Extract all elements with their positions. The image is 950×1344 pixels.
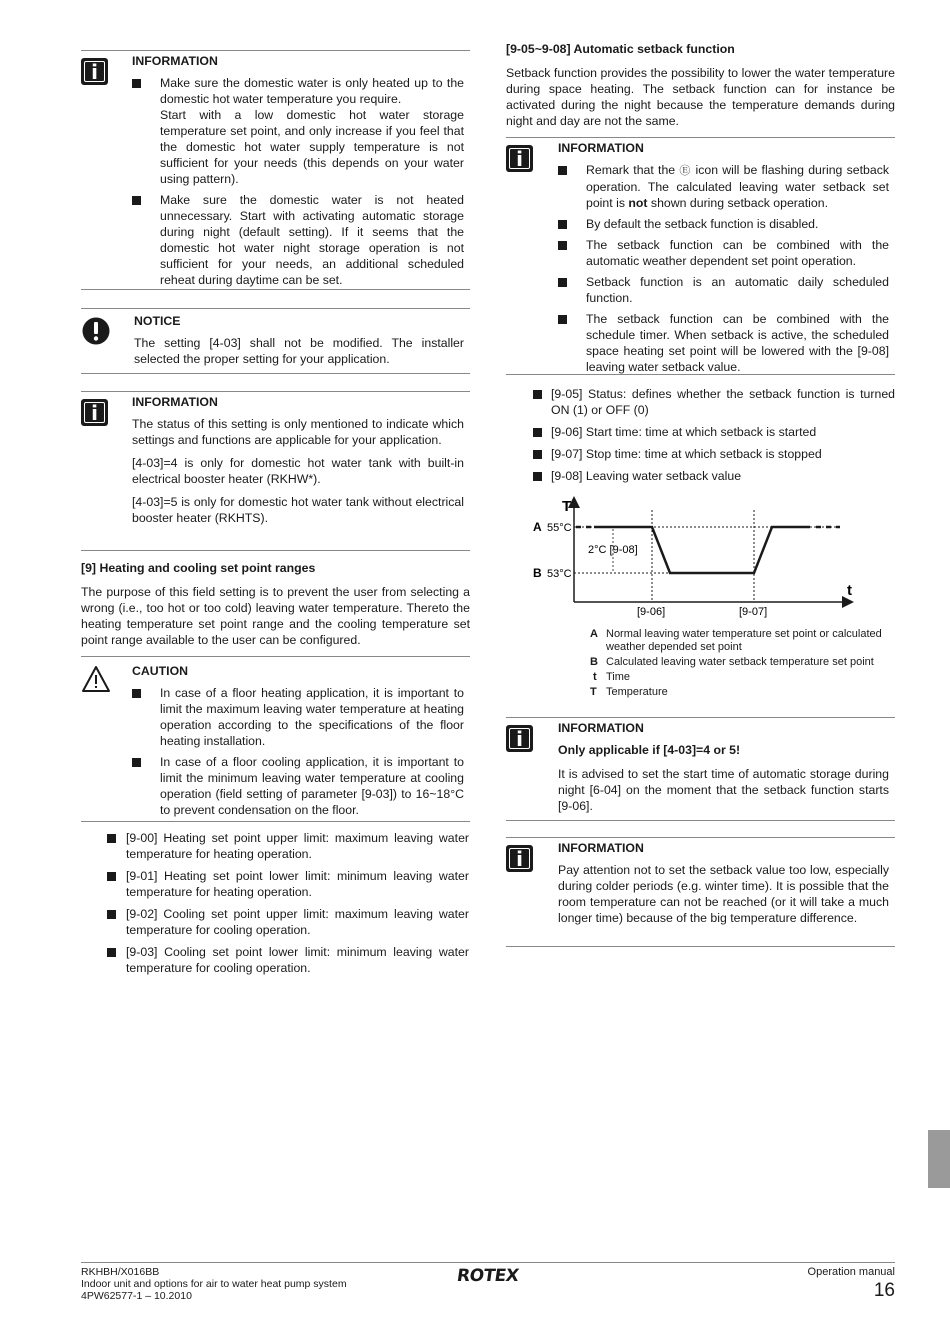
notice-title: NOTICE <box>134 314 181 328</box>
list-item: [9-05] Status: defines whether the setback function is turned ON (1) or OFF (0) <box>533 386 895 418</box>
info-title: INFORMATION <box>132 54 218 68</box>
footer-model: RKHBH/X016BB <box>81 1266 160 1278</box>
notice-text: The setting [4-03] shall not be modified. The installer selected the proper setting for your application. <box>134 336 464 366</box>
information-box-5 <box>506 837 895 947</box>
diagram-legend <box>590 628 890 701</box>
section-text: The purpose of this field setting is to prevent the user from selecting a wrong (i.e., too hot or too cold) leaving water temperature. Thereto the heating temperature set point range and the cooling temperature set point range available to the user can be configured. <box>81 585 470 647</box>
y-axis-label: T <box>562 498 572 515</box>
list-item: The setback function can be combined with the schedule timer. When setback is active, the scheduled space heating set point will be lowered with the [9-08] leaving water setback value. <box>558 311 889 375</box>
footer-manual: Operation manual <box>807 1266 895 1278</box>
list-item: [9-00] Heating set point upper limit: maximum leaving water temperature for heating operation. <box>107 830 469 862</box>
info-title: INFORMATION <box>558 721 644 735</box>
footer-left <box>81 1266 347 1302</box>
label-b: B <box>533 566 542 580</box>
brand-logo: ROTEX <box>455 1266 520 1286</box>
footer-doc-number: 4PW62577-1 – 10.2010 <box>81 1290 192 1302</box>
info-title: INFORMATION <box>558 841 644 855</box>
setback-diagram <box>530 494 860 624</box>
delta-label: 2°C [9-08] <box>588 544 638 556</box>
information-icon: i <box>506 145 533 172</box>
caution-title: CAUTION <box>132 664 189 678</box>
list-item: By default the setback function is disabled. <box>558 216 889 232</box>
information-icon: i <box>81 399 108 426</box>
section-heading: [9-05~9-08] Automatic setback function <box>506 42 735 56</box>
legend-item: A Normal leaving water temperature set point or calculated weather depended set point <box>590 628 882 653</box>
page-number: 16 <box>873 1280 895 1301</box>
list-item: [9-06] Start time: time at which setback is started <box>533 424 895 440</box>
label-a: A <box>533 520 542 534</box>
notice-box <box>81 308 470 374</box>
information-box-2 <box>81 391 470 551</box>
information-box-1 <box>81 50 470 290</box>
list-item: Make sure the domestic water is not heated unnecessary. Start with activating automatic storage during night (default setting). If it seems that the domestic hot water night storage operation is not sufficient for your needs, an additional scheduled reheat during daytime can be set. <box>132 192 464 288</box>
list-item: Make sure the domestic water is only heated up to the domestic hot water temperature you require. Start with a low domestic hot water storage temperature set point, and only increase if you feel that the domestic hot water supply temperature is not sufficient for your needs (this depends on your water using pattern). <box>132 75 464 187</box>
list-item: [9-07] Stop time: time at which setback is stopped <box>533 446 895 462</box>
footer-rule <box>81 1262 895 1263</box>
information-icon: i <box>506 725 533 752</box>
list-item: [9-08] Leaving water setback value <box>533 468 895 484</box>
information-box-4 <box>506 717 895 821</box>
tick-start: [9-06] <box>637 606 666 618</box>
information-icon: i <box>81 58 108 85</box>
list-item: [9-02] Cooling set point upper limit: maximum leaving water temperature for cooling operation. <box>107 906 469 938</box>
page-tab-marker <box>928 1130 950 1188</box>
info-paragraph: [4-03]=5 is only for domestic hot water tank without electrical booster heater (RKHTS). <box>132 495 464 525</box>
list-item: [9-03] Cooling set point lower limit: minimum leaving water temperature for cooling operation. <box>107 944 469 976</box>
label-b-value: 53°C <box>547 568 572 580</box>
info-title: INFORMATION <box>132 395 218 409</box>
information-box-3 <box>506 137 895 375</box>
warning-triangle-icon <box>81 665 111 697</box>
caution-box <box>81 656 470 822</box>
setback-icon: Ⓔ <box>679 164 692 177</box>
x-axis-label: t <box>847 582 852 599</box>
info-paragraph: Pay attention not to set the setback value too low, especially during colder periods (e.g. winter time). It is possible that the room temperature can not be reached (or it will take a much longer time) because of the big temperature difference. <box>558 863 889 925</box>
legend-item: B Calculated leaving water setback temperature set point <box>590 656 874 668</box>
setback-section <box>506 41 895 136</box>
list-item: In case of a floor cooling application, it is important to limit the minimum leaving water temperature at cooling operation (field setting of parameter [9-03]) to 16~18°C to prevent condensation on the floor. <box>132 754 464 818</box>
info-paragraph: The status of this setting is only mentioned to indicate which settings and functions are applicable for your application. <box>132 417 464 447</box>
legend-item: T Temperature <box>590 686 668 698</box>
footer-description: Indoor unit and options for air to water heat pump system <box>81 1278 347 1290</box>
info-paragraph: [4-03]=4 is only for domestic hot water tank with built-in electrical booster heater (RKHW*). <box>132 456 464 486</box>
section-9 <box>81 560 470 655</box>
legend-item: t Time <box>593 671 631 683</box>
info-paragraph: It is advised to set the start time of automatic storage during night [6-04] on the moment that the setback function starts [9-06]. <box>558 767 889 813</box>
footer-right <box>808 1266 895 1302</box>
tick-stop: [9-07] <box>739 606 768 618</box>
settings-list-right <box>533 386 895 490</box>
list-item: In case of a floor heating application, it is important to limit the maximum leaving water temperature at heating operation according to the specifications of the floor heating installation. <box>132 685 464 749</box>
information-icon: i <box>506 845 533 872</box>
info-title: INFORMATION <box>558 141 644 155</box>
info-subtitle: Only applicable if [4-03]=4 or 5! <box>558 743 741 757</box>
list-item: Setback function is an automatic daily scheduled function. <box>558 274 889 306</box>
section-heading: [9] Heating and cooling set point ranges <box>81 561 316 575</box>
list-item: Remark that the Ⓔ icon will be flashing during setback operation. The calculated leaving water setback set point is not shown during setback operation. <box>558 162 889 211</box>
settings-list-left <box>107 830 469 982</box>
list-item: The setback function can be combined with the automatic weather dependent set point operation. <box>558 237 889 269</box>
label-a-value: 55°C <box>547 522 572 534</box>
list-item: [9-01] Heating set point lower limit: minimum leaving water temperature for heating operation. <box>107 868 469 900</box>
section-text: Setback function provides the possibility to lower the water temperature during space heating. The setback function can for instance be activated during the night because the temperature demands during night and day are not the same. <box>506 66 895 128</box>
exclamation-icon <box>81 316 111 350</box>
